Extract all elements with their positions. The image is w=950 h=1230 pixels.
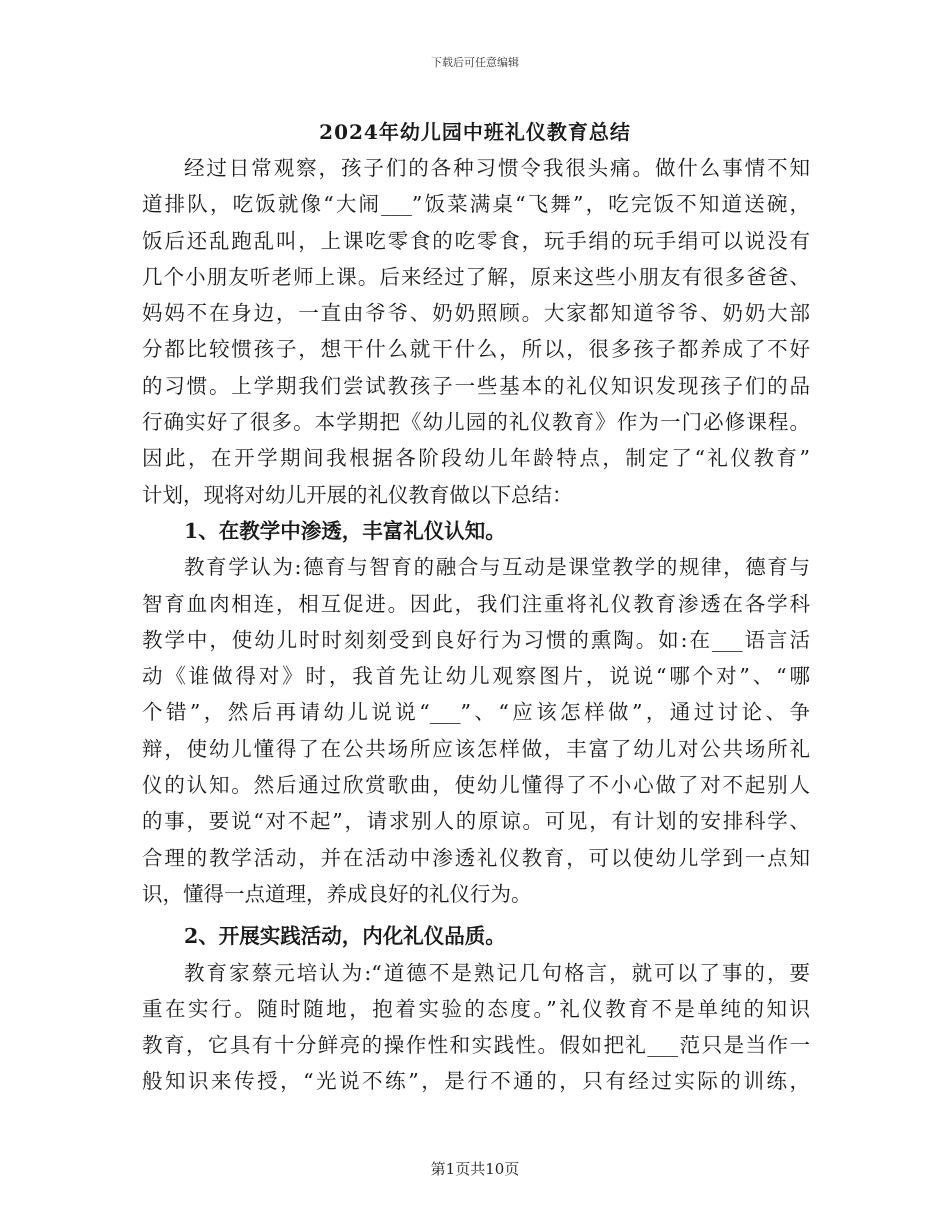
paragraph-line: 般知识来传授，“光说不练”，是行不通的，只有经过实际的训练， (142, 1069, 810, 1094)
paragraph-line: 教育学认为:德育与智育的融合与互动是课堂教学的规律，德育与 (184, 555, 810, 580)
paragraph-line: 教学中，使幼儿时时刻刻受到良好行为习惯的熏陶。如:在___语言活 (142, 627, 810, 652)
download-note: 下载后可任意编辑 (431, 56, 519, 69)
paragraph-line: 饭后还乱跑乱叫，上课吃零食的吃零食，玩手绢的玩手绢可以说没有 (142, 228, 810, 253)
paragraph-line: 分都比较惯孩子，想干什么就干什么，所以，很多孩子都养成了不好 (142, 337, 810, 362)
page-footer: 第1页共10页 (430, 1160, 520, 1178)
paragraph-line: 仪的认知。然后通过欣赏歌曲，使幼儿懂得了不小心做了对不起别人 (142, 773, 810, 798)
section-heading: 2、开展实践活动，内化礼仪品质。 (184, 924, 506, 949)
paragraph-line: 道排队，吃饭就像“大闹___”饭菜满桌“飞舞”，吃完饭不知道送碗， (142, 192, 810, 217)
paragraph-line: 教育家蔡元培认为:“道德不是熟记几句格言，就可以了事的，要 (184, 960, 810, 985)
paragraph-line: 识，懂得一点道理，养成良好的礼仪行为。 (142, 881, 532, 906)
paragraph-line: 教育，它具有十分鲜亮的操作性和实践性。假如把礼___范只是当作一 (142, 1033, 810, 1058)
paragraph-line: 辩，使幼儿懂得了在公共场所应该怎样做，丰富了幼儿对公共场所礼 (142, 736, 810, 761)
paragraph-line: 合理的教学活动，并在活动中渗透礼仪教育，可以使幼儿学到一点知 (142, 845, 810, 870)
document-title: 2024年幼儿园中班礼仪教育总结 (319, 120, 631, 144)
section-heading: 1、在教学中渗透，丰富礼仪认知。 (184, 518, 506, 543)
document-body (142, 150, 810, 1100)
paragraph-line: 的事，要说“对不起”，请求别人的原谅。可见，有计划的安排科学、 (142, 809, 810, 834)
paragraph-line: 智育血肉相连，相互促进。因此，我们注重将礼仪教育渗透在各学科 (142, 591, 810, 616)
paragraph-line: 几个小朋友听老师上课。后来经过了解，原来这些小朋友有很多爸爸、 (142, 264, 810, 289)
paragraph-line: 因此，在开学期间我根据各阶段幼儿年龄特点，制定了“礼仪教育” (142, 446, 810, 471)
paragraph-line: 动《谁做得对》时，我首先让幼儿观察图片，说说“哪个对”、“哪 (142, 664, 810, 689)
paragraph-line: 重在实行。随时随地，抱着实验的态度。”礼仪教育不是单纯的知识 (142, 996, 810, 1021)
paragraph-line: 经过日常观察，孩子们的各种习惯令我很头痛。做什么事情不知 (184, 156, 810, 180)
paragraph-line: 计划，现将对幼儿开展的礼仪教育做以下总结： (142, 482, 573, 507)
paragraph-line: 妈妈不在身边，一直由爷爷、奶奶照顾。大家都知道爷爷、奶奶大部 (142, 301, 810, 326)
paragraph-line: 个错”，然后再请幼儿说说“___”、“应该怎样做”，通过讨论、争 (142, 700, 810, 725)
paragraph-line: 行确实好了很多。本学期把《幼儿园的礼仪教育》作为一门必修课程。 (142, 410, 810, 435)
paragraph-line: 的习惯。上学期我们尝试教孩子一些基本的礼仪知识发现孩子们的品 (142, 373, 810, 398)
